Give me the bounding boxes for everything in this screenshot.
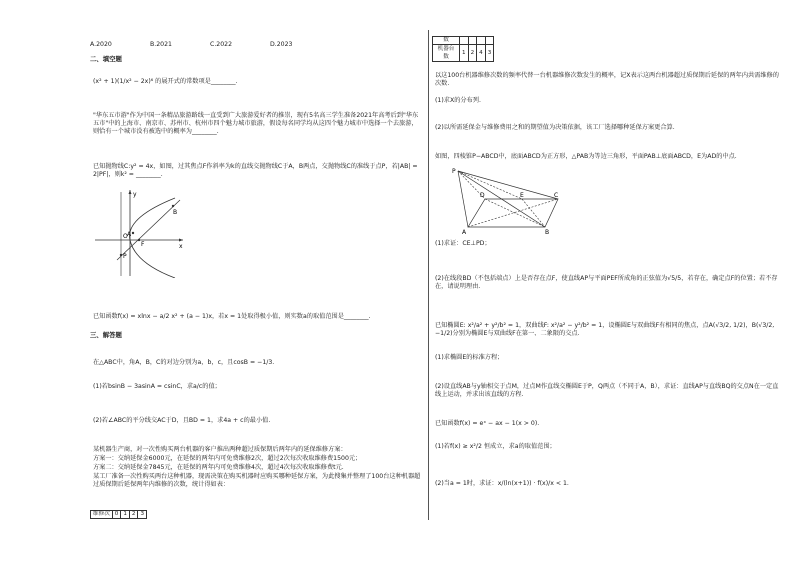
label-b: B: [545, 229, 550, 235]
parabola-figure: [95, 188, 185, 278]
label-b: B: [173, 209, 178, 216]
question-binomial: (x² + 1)(1/x² − 2x)⁶ 的展开式的常数项是________.: [93, 78, 238, 85]
table-cell: 数: [433, 37, 460, 45]
section-fill-blank-title: 二、填空题: [90, 55, 122, 63]
question-machine-part1: (1)求X的分布列.: [435, 97, 481, 104]
table-cell: 3: [138, 511, 147, 519]
question-pyramid-part2: (2)在线段BD（不包括端点）上是否存在点F，使直线AP与平面PEF所成角的正弦值为√5/5，若存在，确定点F的位置；若不存在，请说明理由.: [435, 275, 778, 290]
table-cell: 0: [112, 511, 121, 519]
label-a: A: [127, 231, 132, 238]
table-cell: 1: [460, 45, 469, 62]
question-ellipse-part2: (2)设直线AB与y轴相交于点M，过点M作直线交椭圆E于P，Q两点（不同于A，B），求证：直线AP与直线BQ的交点N在一定直线上运动，并求出该直线的方程.: [435, 383, 779, 398]
question-machine-line3: 方案二：交纳延保金7845元，在延保的两年内可免费维修4次，超过4次每次收取维修费t元.: [93, 464, 344, 471]
question-machine-continued: 以这100台机器维修次数的频率代替一台机器维修次数发生的概率，记X表示这两台机器超过质保期后延保的两年内共需维修的次数.: [435, 72, 779, 87]
question-tour-probability: "华东五市游"作为中国一条精品旅游路线一直受到广大旅游爱好者的推崇，现有5名高三学生准备2021年高考后到"华东五市"中的上海市、南京市、苏州市、杭州市四个魅力城市旅游，假设每名同学均从这四个魅力城市中选择一个去旅游，则恰有一个城市没有被选中的概率为________.: [93, 112, 419, 135]
pyramid-figure: [450, 165, 560, 235]
question-triangle-part1: (1)若bsinB − 3asinA = csinC，求a/c的值；: [93, 383, 221, 390]
question-machine-line2: 方案一：交纳延保金6000元，在延保的两年内可免费维修2次，超过2次每次收取维修费1500元；: [93, 455, 362, 462]
question-exp: 已知函数f(x) = eˣ − ax − 1(x > 0).: [435, 420, 540, 427]
repair-count-table: [90, 510, 147, 519]
label-y: y: [133, 191, 137, 198]
question-ellipse-part1: (1)求椭圆E的标准方程；: [435, 354, 504, 361]
question-triangle-part2: (2)若∠ABC的平分线交AC于D，且BD = 1，求4a + c的最小值.: [93, 417, 271, 424]
column-divider: [428, 30, 429, 520]
label-f: F: [141, 241, 145, 248]
label-e: E: [520, 192, 524, 199]
question-pyramid-part1: (1)求证：CE⊥PD；: [435, 240, 491, 247]
question-pyramid: 如图，四棱锥P−ABCD中，底面ABCD为正方形，△PAB为等边三角形，平面PAB⊥底面ABCD，E为AD的中点.: [435, 153, 737, 160]
option-b: B.2021: [150, 41, 172, 48]
label-d: D: [480, 192, 485, 199]
question-machine-line1: 某机器生产商，对一次性购买两台机器的客户推出两种超过质保期后两年内的延保维修方案：: [93, 446, 347, 453]
table-cell: 2: [468, 45, 477, 62]
question-exp-part1: (1)若f(x) ≥ x²/2 恒成立，求a的取值范围；: [435, 443, 556, 450]
question-triangle: 在△ABC中，角A，B，C的对边分别为a，b，c，且cosB = −1/3.: [93, 359, 275, 366]
table-cell: 2: [129, 511, 138, 519]
table-cell: 1: [121, 511, 130, 519]
label-p: P: [452, 168, 456, 175]
label-p: P: [123, 253, 127, 260]
table-cell: 3: [485, 45, 494, 62]
machine-count-table: [432, 36, 494, 62]
option-a: A.2020: [90, 41, 112, 48]
label-o: O: [123, 233, 128, 240]
table-header-repair: 维修次: [91, 511, 113, 519]
table-cell: 4: [477, 45, 486, 62]
section-answer-title: 三、解答题: [90, 331, 122, 339]
question-ellipse: 已知椭圆E: x²/a² + y²/b² = 1，双曲线F: x²/a² − y²/b² = 1，设椭圆E与双曲线F有相同的焦点，点A(√3/2, 1/2)，B(√3/2, −1/2)分别为椭圆E与双曲线F在第一、二象限的交点.: [435, 322, 775, 337]
question-parabola: 已知抛物线C:y² = 4x，如图，过其焦点F作斜率为k的直线交抛物线C于A，B两点，交抛物线C的准线于点P，若|AB| = 2|PF|，则k² = ________.: [93, 163, 418, 178]
option-d: D.2023: [270, 41, 293, 48]
question-machine-part2: (2)以所需延保金与维修费用之和的期望值为决策依据，该工厂选择哪种延保方案更合算.: [435, 124, 675, 131]
label-a: A: [462, 229, 467, 235]
question-machine-line4: 某工厂准备一次性购买两台这种机器，现需决策在购买机器时应购买哪种延保方案，为此搜集并整理了100台这种机器超过质保期后延保两年内维修的次数，统计得如表：: [93, 473, 421, 488]
question-exp-part2: (2)当a = 1时，求证：x/(ln(x+1)) · f(x)/x < 1.: [435, 480, 569, 487]
question-function: 已知函数f(x) = xlnx − a/2 x² + (a − 1)x，若x = 1处取得极小值，则实数a的取值范围是________.: [93, 313, 371, 320]
option-c: C.2022: [210, 41, 233, 48]
label-x: x: [179, 243, 183, 250]
label-c: C: [554, 192, 559, 199]
table-header-machines: 机器台数: [433, 45, 460, 62]
